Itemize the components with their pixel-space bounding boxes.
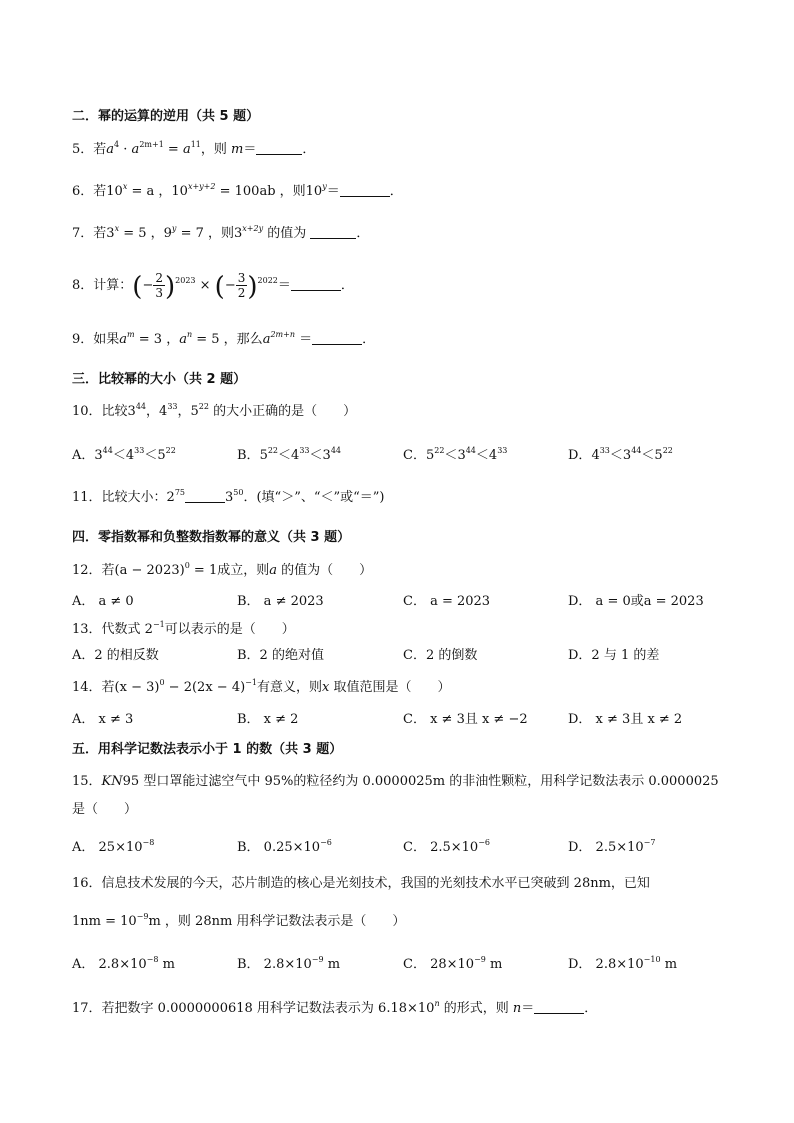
question-6: 6．若$10^x = a$ ，$10^{x+y+2} = 100ab$ ，则$10^y=$ ． (72, 182, 403, 199)
question-5: 5．若$a^4 \cdot a^{2m+1} = a^{11}$，则 m＝ ． (72, 140, 316, 157)
q15-option-d[interactable]: D． $2.5\times 10^{-7}$ (568, 838, 656, 855)
question-13: 13．代数式 $2^{-1}$可以表示的是（ ） (72, 620, 295, 637)
question-8: 8．计算：(− $\frac{2}{3}$ )$^{2023}$ × (− $\frac{3}{2}$ )$^{2022}$＝ ． (72, 271, 354, 302)
q12-option-b[interactable]: B． a ≠ 2023 (237, 594, 324, 609)
q14-option-d[interactable]: D． x ≠ 3且 x ≠ 2 (568, 712, 683, 727)
section-heading-5: 五．用科学记数法表示小于 1 的数（共 3 题） (72, 742, 343, 757)
q16-option-a[interactable]: A． $2.8\times 10^{-8}$ m (72, 955, 175, 972)
section-heading-2: 二．幂的运算的逆用（共 5 题） (72, 109, 260, 124)
answer-blank[interactable] (312, 332, 362, 345)
q16-option-b[interactable]: B． $2.8\times 10^{-9}$ m (237, 955, 341, 972)
question-14: 14．若$(x - 3)^0 - 2(2x - 4)^{-1}$有意义，则x 取值范围是（ ） (72, 678, 451, 695)
q14-option-c[interactable]: C． x ≠ 3且 x ≠ −2 (403, 712, 528, 727)
q15-option-c[interactable]: C． $2.5\times 10^{-6}$ (403, 838, 490, 855)
question-15-line-2: 是（ ） (72, 802, 138, 817)
q10-option-a[interactable]: A．$3^{44}<4^{33}<5^{22}$ (72, 446, 176, 463)
q13-option-a[interactable]: A．2 的相反数 (72, 648, 159, 663)
answer-blank[interactable] (534, 1001, 584, 1014)
question-9: 9．如果$a^m = 3$ ，$a^n = 5$ ，那么$a^{2m+n}$ ＝ ． (72, 330, 376, 347)
answer-blank[interactable] (256, 142, 302, 155)
answer-blank[interactable] (291, 278, 341, 291)
question-10: 10．比较$3^{44}$，$4^{33}$，$5^{22}$ 的大小正确的是（ ） (72, 402, 357, 419)
q14-option-b[interactable]: B． x ≠ 2 (237, 712, 299, 727)
fraction-3-2: $\frac{3}{2}$ (237, 271, 246, 300)
q10-option-d[interactable]: D．$4^{33}<3^{44}<5^{22}$ (568, 446, 673, 463)
section-heading-4: 四．零指数幂和负整数指数幂的意义（共 3 题） (72, 530, 351, 545)
answer-blank[interactable] (310, 226, 356, 239)
question-17: 17．若把数字 0.0000000618 用科学记数法表示为 $6.18\times 10^n$ 的形式，则 n＝ ． (72, 999, 598, 1016)
question-7: 7．若$3^x = 5$ ，$9^y = 7$ ，则$3^{x+2y}$ 的值为 ． (72, 224, 370, 241)
answer-blank[interactable] (340, 184, 390, 197)
answer-blank[interactable] (185, 490, 225, 503)
fraction-2-3: $\frac{2}{3}$ (155, 271, 163, 300)
q13-option-d[interactable]: D．2 与 1 的差 (568, 648, 660, 663)
q12-option-c[interactable]: C． a = 2023 (403, 594, 491, 609)
q14-option-a[interactable]: A． x ≠ 3 (72, 712, 134, 727)
q12-option-d[interactable]: D． a = 0或a = 2023 (568, 594, 704, 609)
q15-option-b[interactable]: B． $0.25\times 10^{-6}$ (237, 838, 332, 855)
section-heading-3: 三．比较幂的大小（共 2 题） (72, 372, 247, 387)
q16-option-d[interactable]: D． $2.8\times 10^{-10}$ m (568, 955, 678, 972)
question-11: 11．比较大小：$2^{75}$ $3^{50}$．(填“＞”、“＜”或“＝”) (72, 488, 385, 505)
question-12: 12．若$(a - 2023)^0 = 1$成立，则a 的值为（ ） (72, 561, 373, 578)
question-15: 15．KN95 型口罩能过滤空气中 95%的粒径约为 0.0000025m 的非油性颗粒，用科学记数法表示 0.0000025 (72, 774, 719, 789)
q15-option-a[interactable]: A． $25\times 10^{-8}$ (72, 838, 155, 855)
q12-option-a[interactable]: A． a ≠ 0 (72, 594, 134, 609)
question-16-line-2: $1nm = 10^{-9}m$ ，则 28nm 用科学记数法表示是（ ） (72, 912, 406, 929)
q13-option-c[interactable]: C．2 的倒数 (403, 648, 478, 663)
question-16: 16．信息技术发展的今天，芯片制造的核心是光刻技术，我国的光刻技术水平已突破到 28nm，已知 (72, 876, 650, 891)
q10-option-b[interactable]: B．$5^{22}<4^{33}<3^{44}$ (237, 446, 341, 463)
q13-option-b[interactable]: B．2 的绝对值 (237, 648, 324, 663)
q10-option-c[interactable]: C．$5^{22}<3^{44}<4^{33}$ (403, 446, 508, 463)
q16-option-c[interactable]: C． $28\times 10^{-9}$ m (403, 955, 503, 972)
